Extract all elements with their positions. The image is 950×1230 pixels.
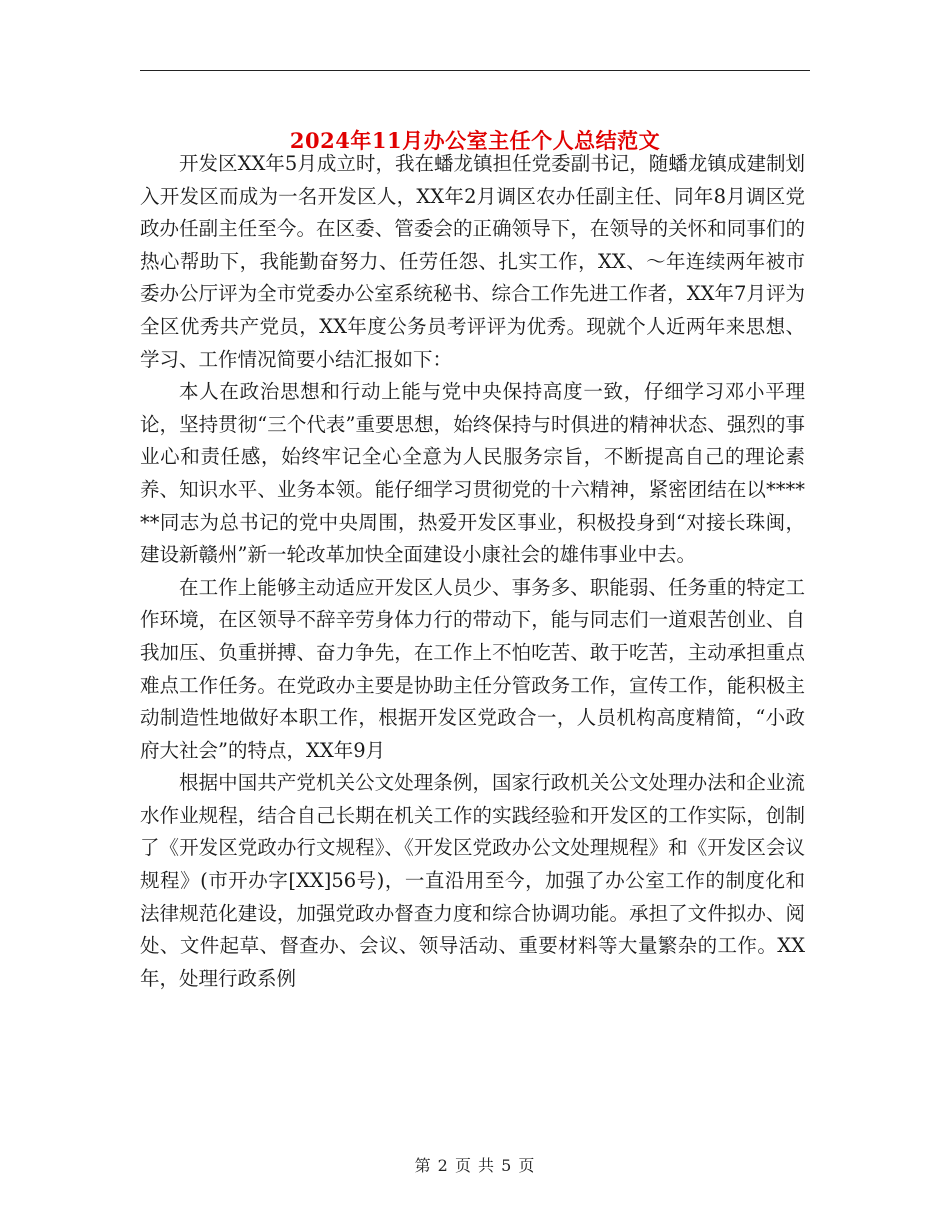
paragraph-document-rules: 根据中国共产党机关公文处理条例，国家行政机关公文处理办法和企业流水作业规程，结合自己长期在机关工作的实践经验和开发区的工作实际，创制了《开发区党政办行文规程》、《开发区党政办公文处理规程》和《开发区会议规程》(市开办字[XX]56号)，一直沿用至今，加强了办公室工作的制度化和法律规范化建设，加强党政办督查力度和综合协调功能。承担了文件拟办、阅处、文件起草、督查办、会议、领导活动、重要材料等大量繁杂的工作。XX年，处理行政系例 [140,771,805,990]
document-title: 2024年11月办公室主任个人总结范文 [289,128,661,154]
document-body [140,148,805,995]
paragraph-political-thought: 本人在政治思想和行动上能与党中央保持高度一致，仔细学习邓小平理论，坚持贯彻“三个代表”重要思想，始终保持与时俱进的精神状态、强烈的事业心和责任感，始终牢记全心全意为人民服务宗旨，不断提高自己的理论素养、知识水平、业务本领。能仔细学习贯彻党的十六精神，紧密团结在以******同志为总书记的党中央周围，热爱开发区事业，积极投身到“对接长珠闽，建设新赣州”新一轮改革加快全面建设小康社会的雄伟事业中去。 [140,380,805,567]
paragraph-work-attitude: 在工作上能够主动适应开发区人员少、事务多、职能弱、任务重的特定工作环境，在区领导不辞辛劳身体力行的带动下，能与同志们一道艰苦创业、自我加压、负重拼搏、奋力争先，在工作上不怕吃苦、敢于吃苦，主动承担重点难点工作任务。在党政办主要是协助主任分管政务工作，宣传工作，能积极主动制造性地做好本职工作，根据开发区党政合一，人员机构高度精简，“小政府大社会”的特点，XX年9月 [140,575,805,762]
header-rule [140,70,810,71]
page-number: 第 2 页 共 5 页 [414,1156,536,1175]
paragraph-intro: 开发区XX年5月成立时，我在蟠龙镇担任党委副书记，随蟠龙镇成建制划入开发区而成为一名开发区人，XX年2月调区农办任副主任、同年8月调区党政办任副主任至今。在区委、管委会的正确领导下，在领导的关怀和同事们的热心帮助下，我能勤奋努力、任劳任怨、扎实工作，XX、～年连续两年被市委办公厅评为全市党委办公室系统秘书、综合工作先进工作者，XX年7月评为全区优秀共产党员，XX年度公务员考评评为优秀。现就个人近两年来思想、学习、工作情况简要小结汇报如下： [140,152,805,371]
